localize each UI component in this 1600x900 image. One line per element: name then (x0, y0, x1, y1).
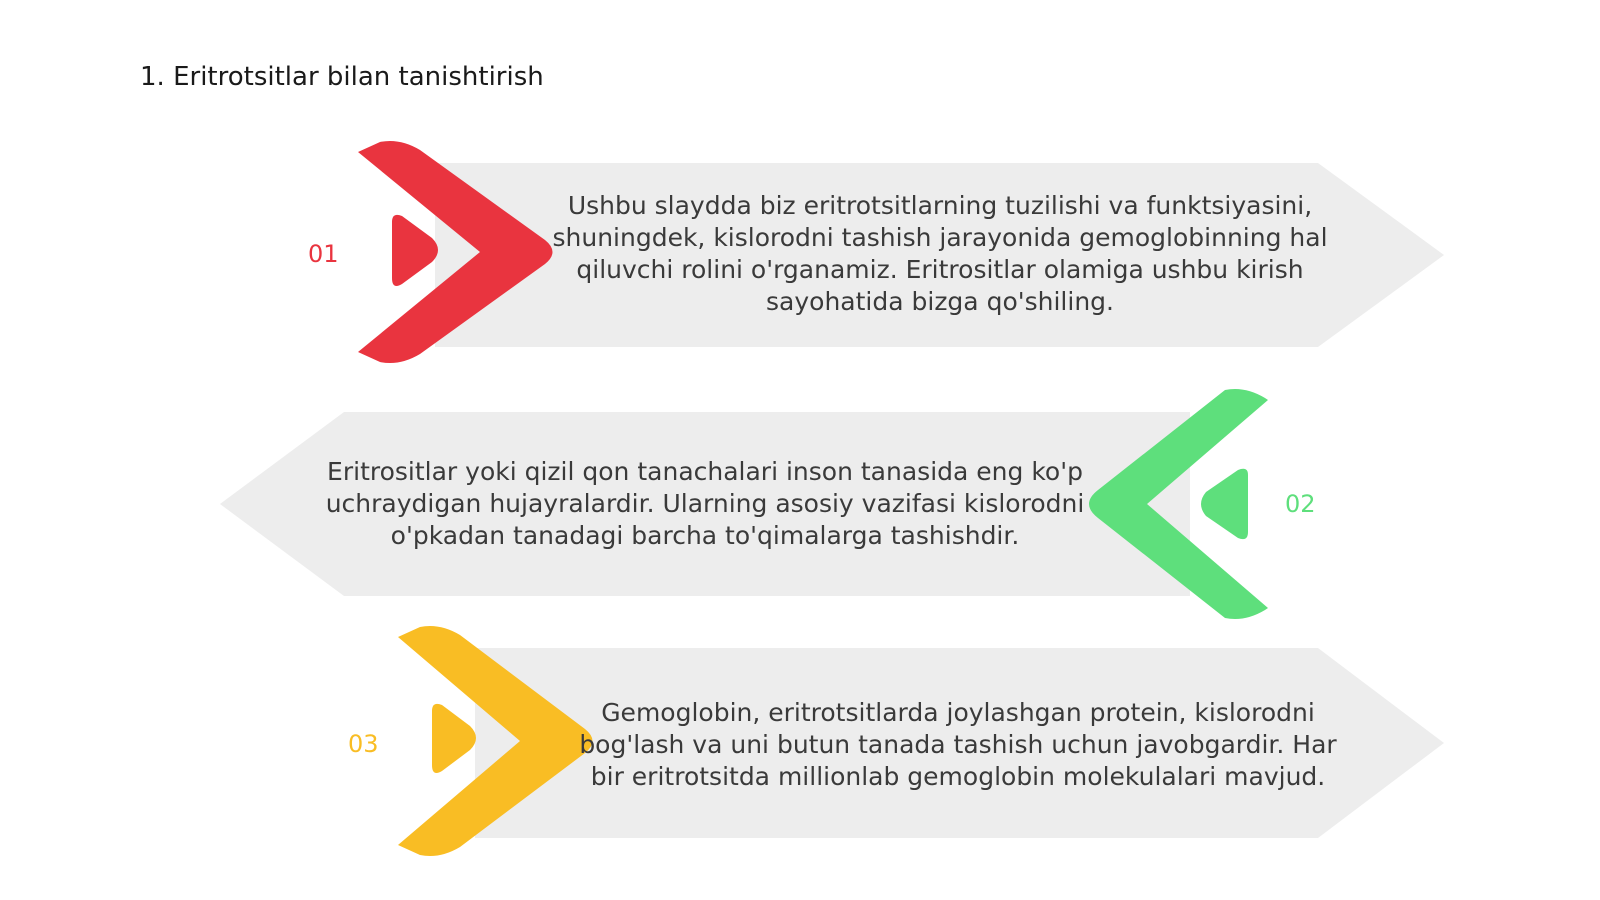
step-2-number: 02 (1285, 490, 1316, 518)
step-1-play-icon (392, 215, 438, 286)
step-3-text: Gemoglobin, eritrotsitlarda joylashgan protein, kislorodni bog'lash va uni butun tanada tashish uchun javobgardir. Har bir eritrotsitda millionlab gemoglobin molekulalari mavjud. (579, 698, 1337, 791)
step-2-text: Eritrositlar yoki qizil qon tanachalari inson tanasida eng ko'p uchraydigan hujayralardir. Ularning asosiy vazifasi kislorodni o'pkadan tanadagi barcha to'qimalarga tashishdir. (325, 457, 1085, 550)
step-3-play-icon (432, 704, 476, 773)
step-1-text: Ushbu slaydda biz eritrotsitlarning tuzilishi va funktsiyasini, shuningdek, kislorodni tashish jarayonida gemoglobinning hal qiluvchi rolini o'rganamiz. Eritrositlar olamiga ushbu kirish sayohatida bizga qo'shiling. (552, 191, 1328, 316)
slide-title: 1. Eritrotsitlar bilan tanishtirish (140, 62, 544, 92)
step-1-number: 01 (308, 240, 339, 268)
step-3-number: 03 (348, 730, 379, 758)
step-2-play-icon (1201, 469, 1248, 539)
